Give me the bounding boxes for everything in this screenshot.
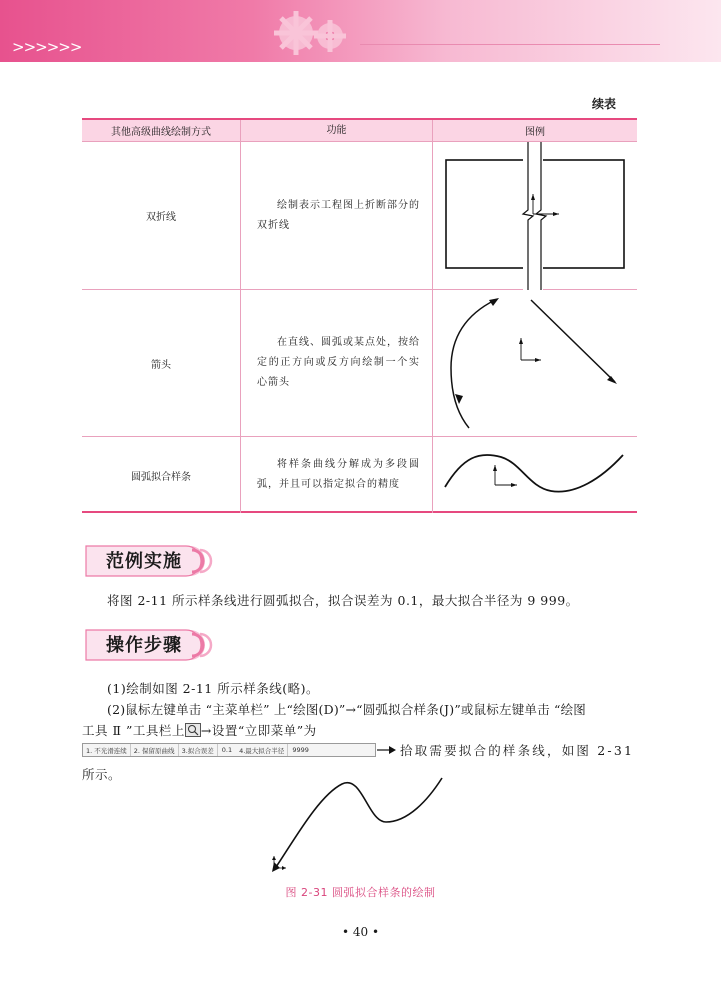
row-method: 圆弧拟合样条 (82, 437, 241, 513)
section-title-steps: 操作步骤 (106, 635, 182, 656)
toolbar-option-smooth[interactable]: 1. 不光滑连续 (83, 744, 131, 756)
header-chevrons: >>>>>> (12, 38, 82, 56)
step-1-text: (1)绘制如图 2-11 所示样条线(略)。 (107, 681, 319, 696)
section-title-example: 范例实施 (106, 551, 182, 572)
toolbar-max-radius-value[interactable]: 9999 (292, 746, 309, 754)
figure-caption: 图 2-31 圆弧拟合样条的绘制 (285, 886, 436, 899)
arrow-right-icon (377, 744, 397, 756)
row-function: 在直线、圆弧或某点处，按给定的正方向或反方向绘制一个实心箭头 (257, 337, 420, 388)
step-2-line-2-part-a: 工具 Ⅱ ”工具栏上 (82, 723, 185, 738)
row-function: 绘制表示工程图上折断部分的双折线 (257, 199, 420, 231)
table-row (82, 437, 637, 513)
toolbar-label-fit-error: 3.拟合误差 (179, 744, 218, 756)
table-header-method: 其他高级曲线绘制方式 (82, 120, 241, 141)
toolbar-fit-error-value[interactable]: 0.1 (221, 746, 233, 754)
page-number: • 40 • (341, 925, 380, 939)
example-paragraph: 将图 2-11 所示样条线进行圆弧拟合，拟合误差为 0.1，最大拟合半径为 9 999。 (107, 593, 579, 608)
immediate-menu-toolbar (82, 743, 376, 757)
table-continued-label: 续表 (592, 97, 617, 111)
curve-methods-table (82, 118, 637, 513)
toolbar-label-max-radius: 4.最大拟合半径 (236, 744, 288, 756)
header-rule (360, 44, 660, 45)
arc-fit-spline-diagram (433, 437, 637, 513)
step-2-line-3: 拾取需要拟合的样条线，如图 2-31 (400, 743, 635, 758)
step-2-line-2-part-b: →设置“立即菜单”为 (200, 723, 317, 738)
table-row (82, 290, 637, 437)
section-banner-steps (82, 628, 214, 662)
gear-decoration-icon (268, 8, 358, 58)
row-method: 箭头 (82, 290, 241, 436)
step-2-line-4: 所示。 (82, 767, 122, 782)
page-header-band (0, 0, 721, 62)
toolbar-option-keep-curve[interactable]: 2. 保留原曲线 (131, 744, 179, 756)
table-row (82, 142, 637, 290)
arc-fit-spline-tool-icon (185, 723, 201, 737)
row-method: 双折线 (82, 142, 241, 289)
table-header-row (82, 120, 637, 142)
double-break-line-diagram (433, 142, 637, 289)
figure-2-31-spline (262, 772, 462, 882)
arrow-diagram (433, 290, 637, 436)
row-function: 将样条曲线分解成为多段圆弧，并且可以指定拟合的精度 (257, 459, 420, 490)
step-2-line-1: (2)鼠标左键单击 “主菜单栏” 上“绘图(D)”→“圆弧拟合样条(J)”或鼠标左键单击 “绘图 (107, 702, 586, 717)
section-banner-example (82, 544, 214, 578)
table-header-legend: 图例 (525, 127, 545, 138)
table-header-function: 功能 (241, 120, 433, 141)
